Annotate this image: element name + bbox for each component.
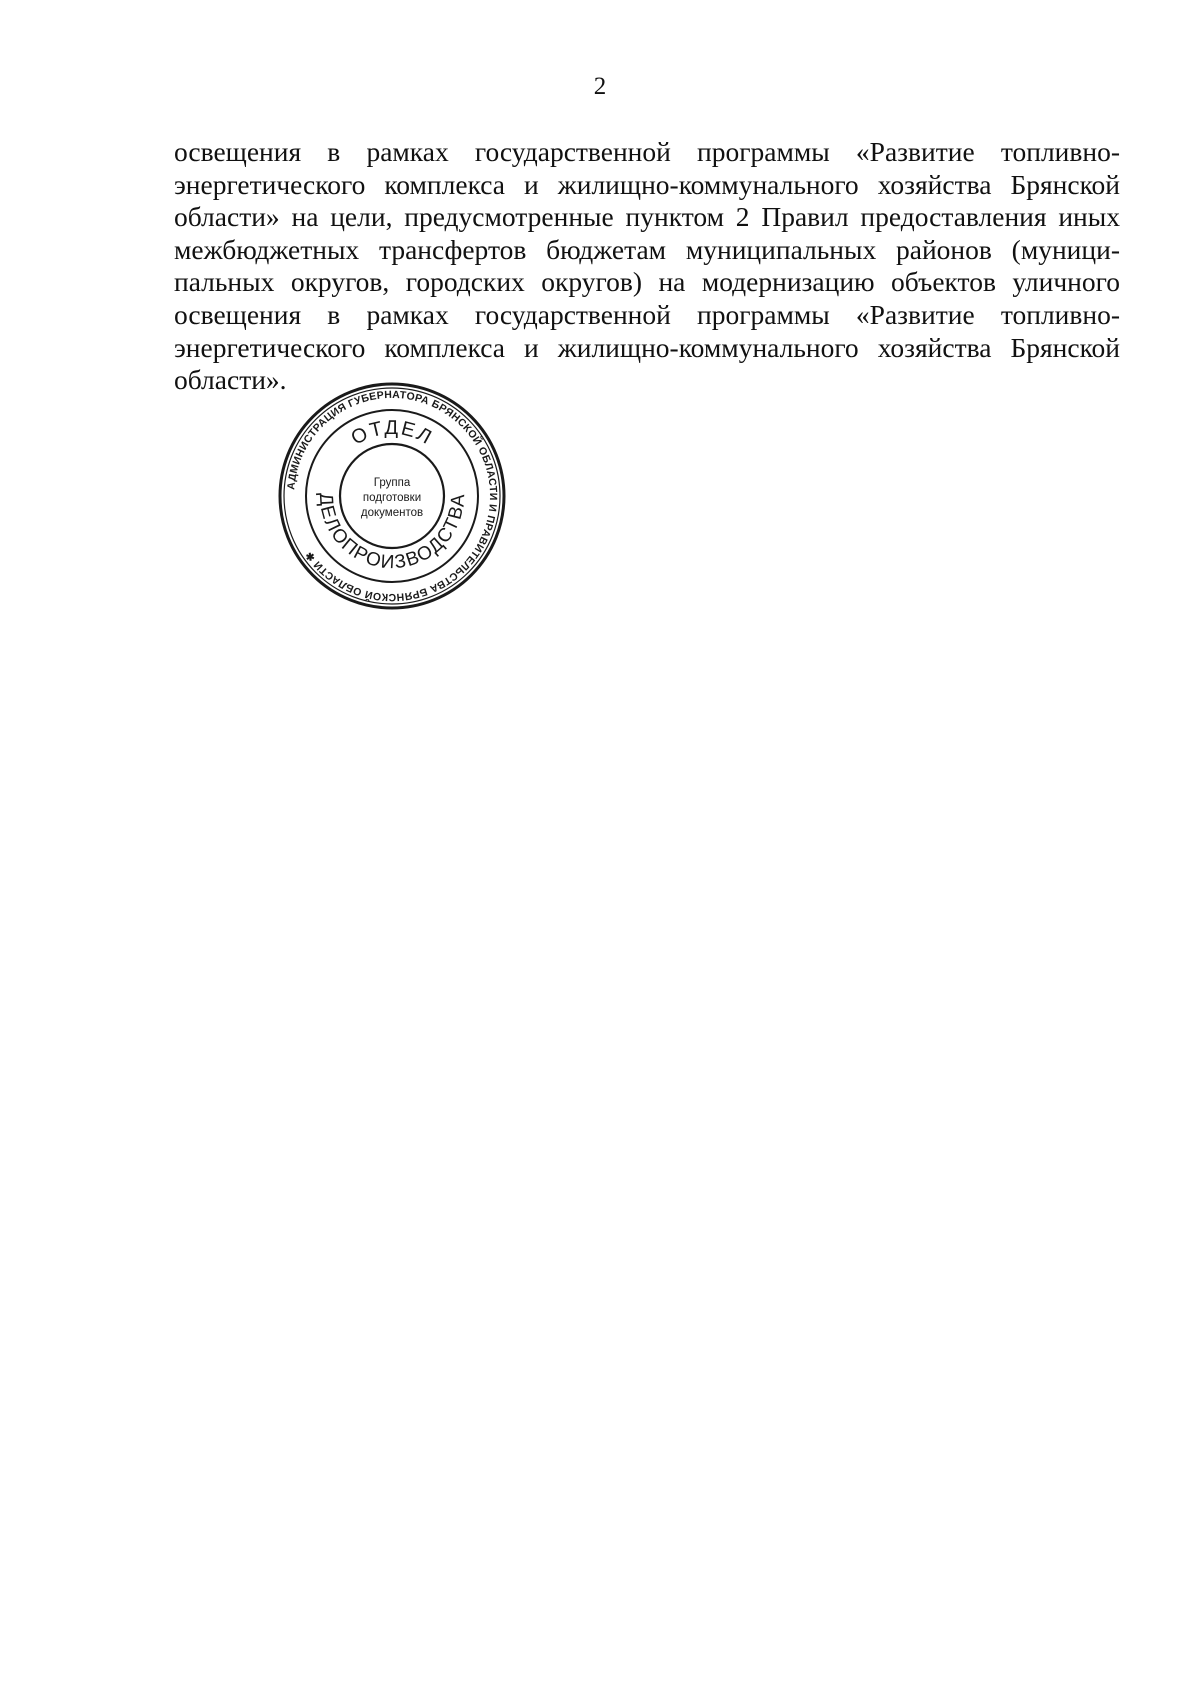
stamp-center-line: документов — [360, 507, 424, 519]
paragraph-line: межбюджетных трансфертов бюджетам муниципальных районов (муници- — [174, 233, 1120, 265]
stamp-center-line: Группа — [373, 477, 411, 489]
paragraph-line: освещения в рамках государственной программы «Развитие топливно- — [174, 298, 1120, 330]
stamp-seal-graphic — [278, 382, 506, 610]
paragraph-line: области» на цели, предусмотренные пунктом 2 Правил предоставления иных — [174, 201, 1120, 233]
stamp-outer-ring-text: АДМИНИСТРАЦИЯ ГУБЕРНАТОРА БРЯНСКОЙ ОБЛАСТИ И ПРАВИТЕЛЬСТВА БРЯНСКОЙ ОБЛАСТИ ✱ — [285, 388, 500, 604]
paragraph-line: энергетического комплекса и жилищно-коммунального хозяйства Брянской — [174, 168, 1120, 200]
body-paragraph — [174, 136, 1120, 397]
stamp-top-text: ОТДЕЛ — [347, 416, 437, 450]
paragraph-line: освещения в рамках государственной программы «Развитие топливно- — [174, 136, 1120, 167]
stamp-center-line: подготовки — [362, 492, 422, 504]
paragraph-line: области». — [174, 364, 287, 396]
paragraph-line: энергетического комплекса и жилищно-коммунального хозяйства Брянской — [174, 331, 1120, 363]
paragraph-line: пальных округов, городских округов) на модернизацию объектов уличного — [174, 266, 1120, 298]
stamp-inner-ring-text: ДЕЛОПРОИЗВОДСТВА — [314, 492, 470, 574]
page-number: 2 — [593, 73, 607, 100]
office-stamp — [278, 382, 506, 610]
